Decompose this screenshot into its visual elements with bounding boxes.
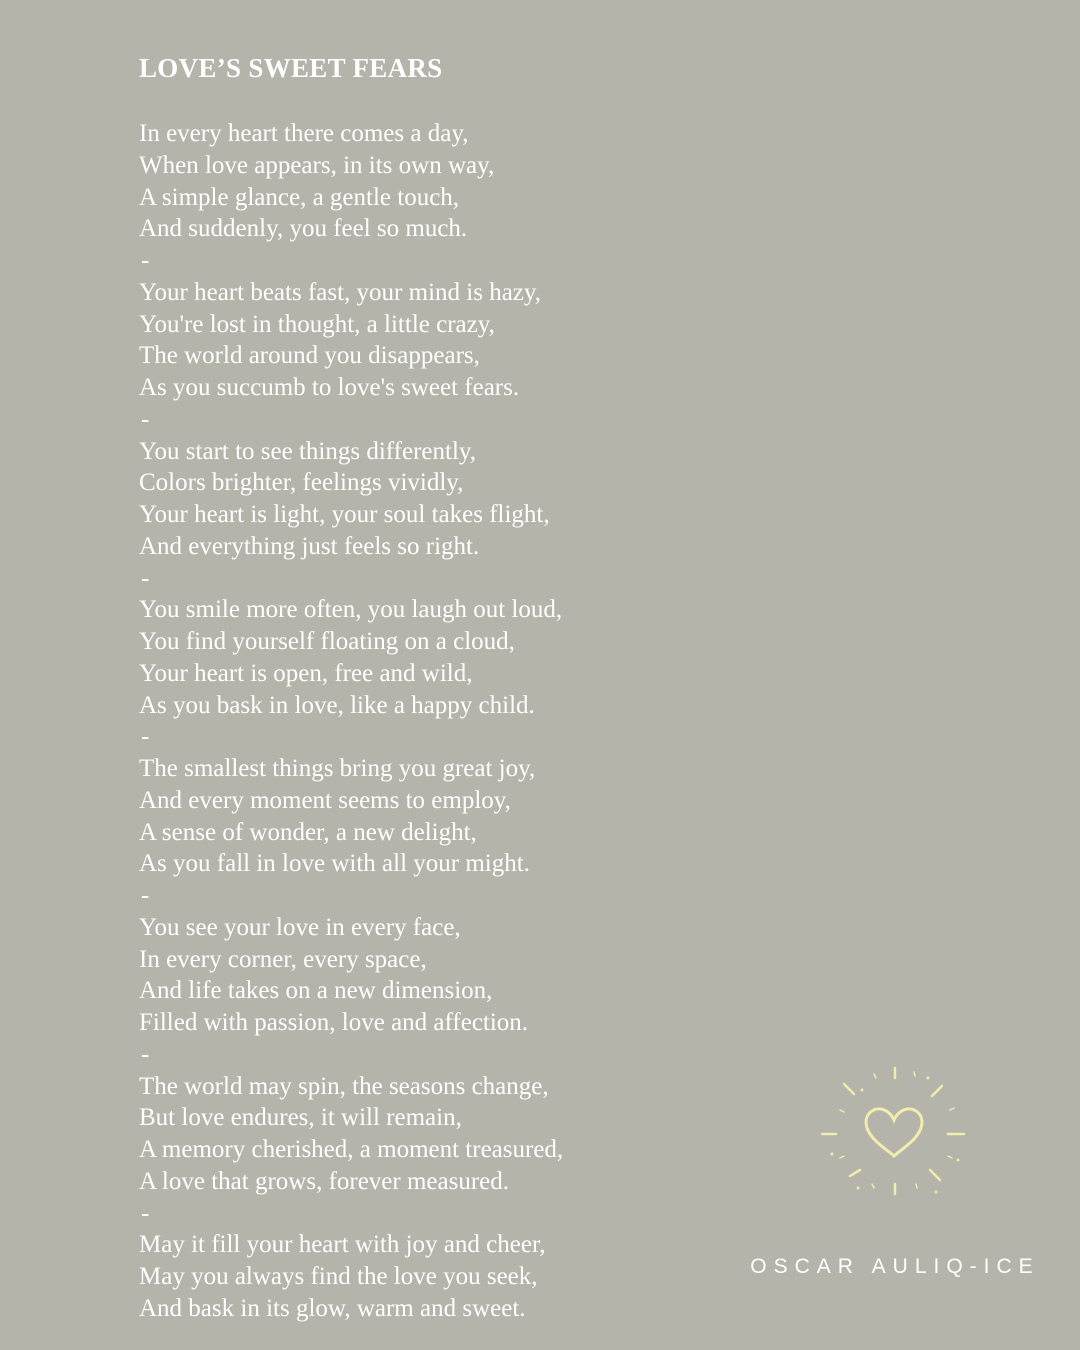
poem-line: In every heart there comes a day, [139, 120, 469, 147]
stanza-separator: - [141, 247, 150, 274]
poem-line: The smallest things bring you great joy, [139, 755, 536, 782]
poem-line: But love endures, it will remain, [139, 1104, 462, 1132]
poem-line: Your heart is open, free and wild, [139, 659, 473, 687]
poem-line: May you always find the love you seek, [139, 1263, 538, 1290]
stanza-separator: - [141, 564, 150, 592]
poem-line: When love appears, in its own way, [139, 151, 495, 179]
poem-line: And every moment seems to employ, [139, 786, 511, 814]
poem-line: The world around you disappears, [139, 342, 480, 370]
poem-line: Filled with passion, love and affection. [139, 1009, 529, 1036]
poem-line: As you succumb to love's sweet fears. [139, 374, 520, 401]
poem-line: You smile more often, you laugh out loud, [139, 596, 563, 624]
poem-line: A memory cherished, a moment treasured, [139, 1136, 564, 1163]
poem-line: May it fill your heart with joy and cheer, [139, 1231, 546, 1259]
stanza-separator: - [141, 723, 150, 751]
poem-line: A love that grows, forever measured. [139, 1167, 510, 1195]
poem-line: A sense of wonder, a new delight, [139, 818, 477, 846]
stanza-separator: - [141, 405, 150, 433]
poem-line: And everything just feels so right. [139, 532, 480, 560]
poem-line: A simple glance, a gentle touch, [139, 183, 460, 211]
poem [139, 50, 759, 1325]
poem-line: Your heart beats fast, your mind is hazy, [139, 278, 542, 306]
poem-title: LOVE’S SWEET FEARS [139, 53, 443, 83]
poem-line: And bask in its glow, warm and sweet. [139, 1294, 526, 1322]
poem-line: As you fall in love with all your might. [139, 850, 530, 878]
stanza-separator: - [141, 882, 150, 909]
poem-line: You're lost in thought, a little crazy, [139, 310, 495, 338]
poem-line: Colors brighter, feelings vividly, [139, 469, 464, 497]
glowing-heart-icon [818, 1060, 968, 1200]
poem-line: And life takes on a new dimension, [139, 977, 493, 1005]
author-name: OSCAR AULIQ-ICE [750, 1255, 1040, 1278]
poem-line: The world may spin, the seasons change, [139, 1072, 549, 1100]
poem-body [139, 118, 759, 1325]
poem-line: In every corner, every space, [139, 945, 427, 973]
stanza-separator: - [141, 1199, 150, 1227]
poem-line: You find yourself floating on a cloud, [139, 628, 515, 655]
heart-emblem [818, 1060, 968, 1200]
poem-line: Your heart is light, your soul takes flight, [139, 501, 550, 528]
poem-line: You start to see things differently, [139, 437, 477, 465]
stanza-separator: - [141, 1040, 150, 1068]
poem-line: And suddenly, you feel so much. [139, 215, 468, 243]
poem-line: You see your love in every face, [139, 913, 461, 941]
poem-line: As you bask in love, like a happy child. [139, 691, 535, 719]
